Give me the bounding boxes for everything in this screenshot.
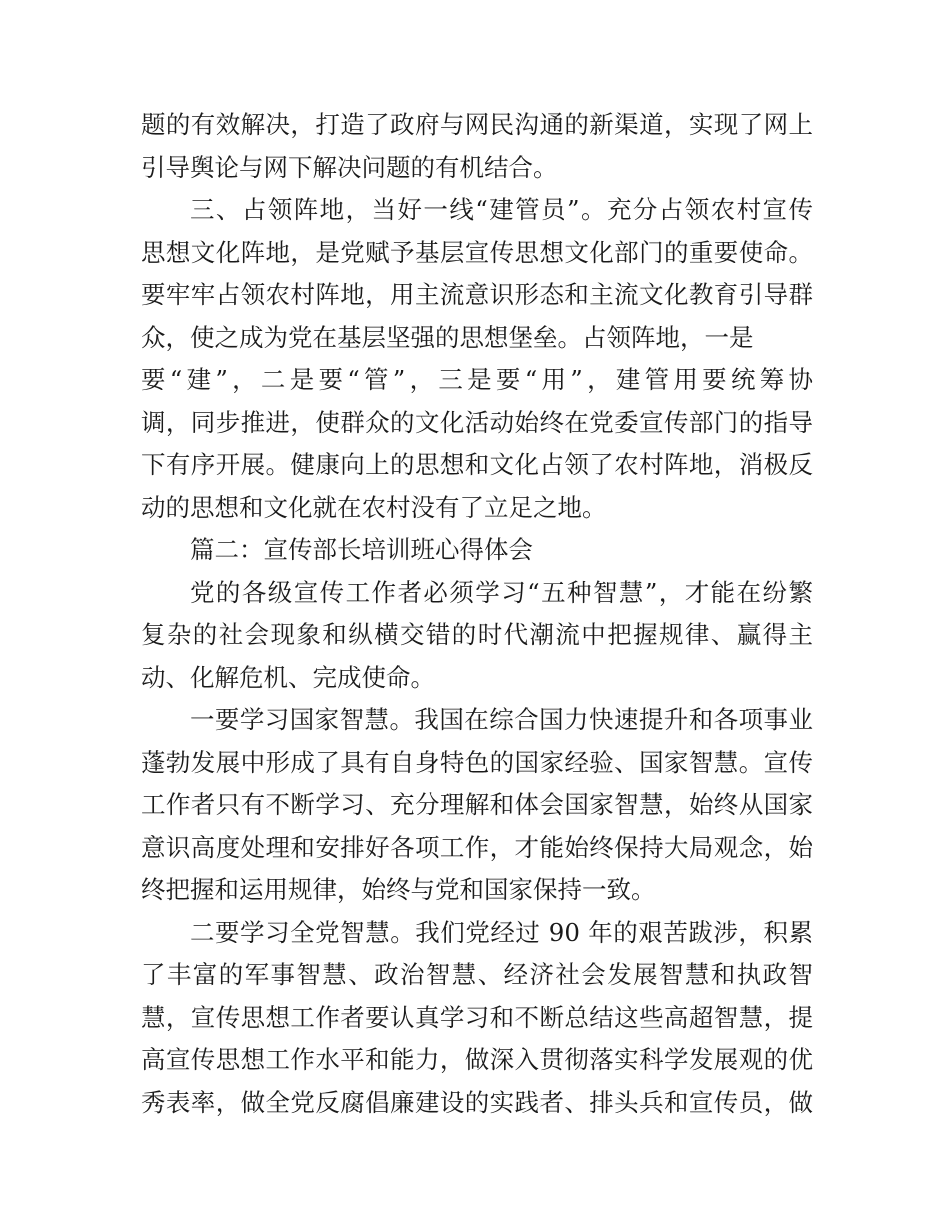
text-line: 二要学习全党智慧。我们党经过 90 年的艰苦跋涉，积累	[190, 917, 813, 947]
text-line: 引导舆论与网下解决问题的有机结合。	[141, 152, 558, 182]
text-line: 篇二：宣传部长培训班心得体会	[190, 535, 533, 564]
text-line: 意识高度处理和安排好各项工作，才能始终保持大局观念，始	[141, 832, 813, 862]
text-line: 动、化解危机、完成使命。	[141, 662, 435, 692]
text-line: 要牢牢占领农村阵地，用主流意识形态和主流文化教育引导群	[141, 280, 813, 309]
text-line: 党的各级宣传工作者必须学习“五种智慧”，才能在纷繁	[190, 577, 813, 607]
text-line: 秀表率，做全党反腐倡廉建设的实践者、排头兵和宣传员，做	[141, 1087, 813, 1117]
text-line: 高宣传思想工作水平和能力，做深入贯彻落实科学发展观的优	[141, 1045, 813, 1074]
text-line: 蓬勃发展中形成了具有自身特色的国家经验、国家智慧。宣传	[141, 747, 813, 777]
text-line: 慧，宣传思想工作者要认真学习和不断总结这些高超智慧，提	[141, 1002, 813, 1032]
text-line: 终把握和运用规律，始终与党和国家保持一致。	[141, 875, 656, 904]
text-line: 三、占领阵地，当好一线“建管员”。充分占领农村宣传	[190, 195, 813, 224]
text-line: 动的思想和文化就在农村没有了立足之地。	[141, 492, 607, 522]
text-line: 复杂的社会现象和纵横交错的时代潮流中把握规律、赢得主	[141, 620, 813, 649]
text-line: 了丰富的军事智慧、政治智慧、经济社会发展智慧和执政智	[141, 960, 813, 989]
text-line: 调，同步推进，使群众的文化活动始终在党委宣传部门的指导	[141, 407, 813, 437]
text-line: 下有序开展。健康向上的思想和文化占领了农村阵地，消极反	[141, 450, 813, 479]
text-line: 思想文化阵地，是党赋予基层宣传思想文化部门的重要使命。	[141, 237, 813, 267]
text-line: 一要学习国家智慧。我国在综合国力快速提升和各项事业	[190, 705, 813, 734]
body-text	[141, 104, 813, 1124]
text-line: 众，使之成为党在基层坚强的思想堡垒。占领阵地，一是	[141, 322, 754, 352]
text-line: 工作者只有不断学习、充分理解和体会国家智慧，始终从国家	[141, 790, 813, 819]
text-line: 要“建”，二是要“管”，三是要“用”，建管用要统筹协	[141, 365, 813, 394]
text-line: 题的有效解决，打造了政府与网民沟通的新渠道，实现了网上	[141, 110, 813, 139]
